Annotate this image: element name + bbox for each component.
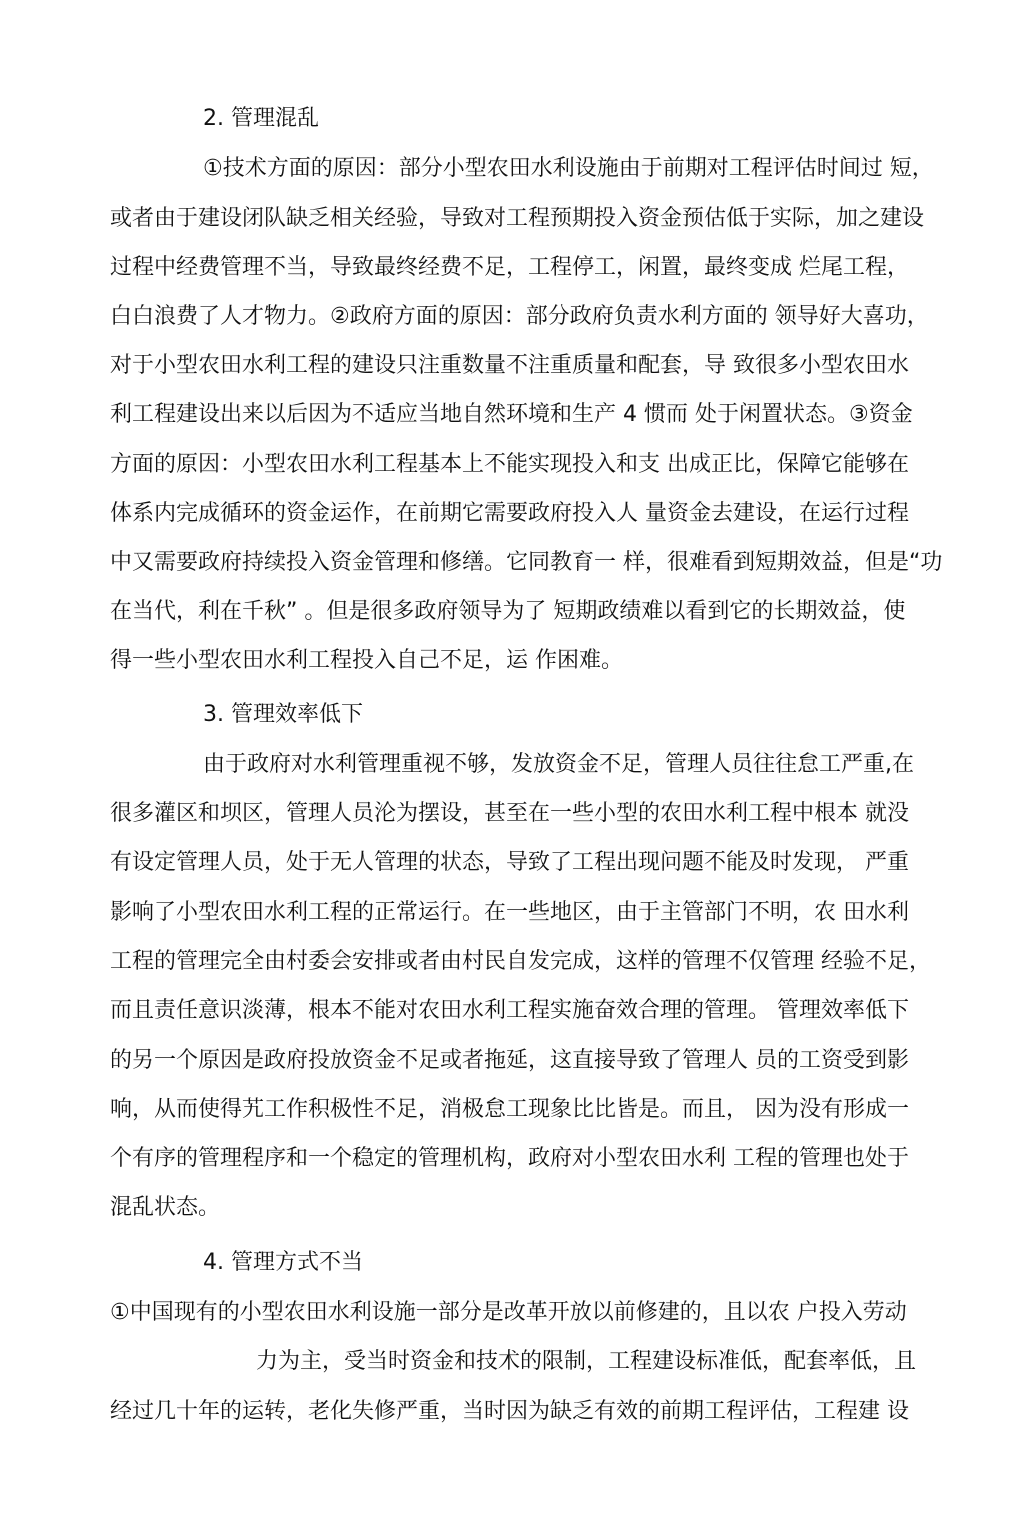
paragraph-line: 工程的管理完全由村委会安排或者由村民自发完成，这样的管理不仅管理 经验不足， xyxy=(110,949,931,974)
paragraph-line: 的另一个原因是政府投放资金不足或者拖延，这直接导致了管理人 员的工资受到影 xyxy=(110,1048,909,1073)
paragraph-line: 在当代，利在千秋” 。但是很多政府领导为了 短期政绩难以看到它的长期效益，使 xyxy=(110,599,906,624)
section-heading-4: 4. 管理方式不当 xyxy=(203,1250,363,1275)
paragraph-line: 体系内完成循环的资金运作，在前期它需要政府投入人 量资金去建设，在运行过程 xyxy=(110,501,909,526)
paragraph-line: 混乱状态。 xyxy=(110,1195,221,1220)
paragraph-line: 力为主，受当时资金和技术的限制，工程建设标准低，配套率低，且 xyxy=(256,1349,917,1374)
paragraph-line: 白白浪费了人才物力。②政府方面的原因：部分政府负责水利方面的 领导好大喜功， xyxy=(110,304,929,329)
paragraph-line: 而且责任意识淡薄，根本不能对农田水利工程实施奋效合理的管理。 管理效率低下 xyxy=(110,998,909,1023)
paragraph-line: 或者由于建设闭队缺乏相关经验，导致对工程预期投入资金预估低于实际，加之建设 xyxy=(110,206,925,231)
paragraph-line: 中又需要政府持续投入资金管理和修缮。它同教育一 样，很难看到短期效益，但是“功 xyxy=(110,550,943,575)
paragraph-line: 有设定管理人员，处于无人管理的状态，导致了工程出现问题不能及时发现， 严重 xyxy=(110,850,909,875)
paragraph-line: 经过几十年的运转，老化失修严重，当时因为缺乏有效的前期工程评估，工程建 设 xyxy=(110,1399,909,1424)
section-heading-2: 2. 管理混乱 xyxy=(203,106,319,131)
paragraph-line: ①中国现有的小型农田水利设施一部分是改革开放以前修建的，且以农 户投入劳动 xyxy=(110,1300,907,1325)
paragraph-line: ①技术方面的原因：部分小型农田水利设施由于前期对工程评估时间过 短， xyxy=(203,156,934,181)
paragraph-line: 得一些小型农田水利工程投入自己不足，运 作困难。 xyxy=(110,648,623,673)
paragraph-line: 对于小型农田水利工程的建设只注重数量不注重质量和配套，导 致很多小型农田水 xyxy=(110,353,909,378)
paragraph-line: 由于政府对水利管理重视不够，发放资金不足，管理人员往往怠工严重,在 xyxy=(203,752,914,777)
paragraph-line: 很多灌区和坝区，管理人员沦为摆设，甚至在一些小型的农田水利工程中根本 就没 xyxy=(110,801,909,826)
paragraph-line: 利工程建设出来以后因为不适应当地自然环境和生产 4 惯而 处于闲置状态。③资金 xyxy=(110,402,913,427)
paragraph-line: 影响了小型农田水利工程的正常运行。在一些地区，由于主管部门不明，农 田水利 xyxy=(110,900,909,925)
paragraph-line: 响，从而使得艽工作积极性不足，消极怠工现象比比皆是。而且， 因为没有形成一 xyxy=(110,1097,909,1122)
paragraph-line: 个有序的管理程序和一个稳定的管理机构，政府对小型农田水利 工程的管理也处于 xyxy=(110,1146,909,1171)
paragraph-line: 方面的原因：小型农田水利工程基本上不能实现投入和支 出成正比，保障它能够在 xyxy=(110,452,909,477)
section-heading-3: 3. 管理效率低下 xyxy=(203,702,363,727)
paragraph-line: 过程中经费管理不当，导致最终经费不足，工程停工，闲置，最终变成 烂尾工程， xyxy=(110,255,909,280)
